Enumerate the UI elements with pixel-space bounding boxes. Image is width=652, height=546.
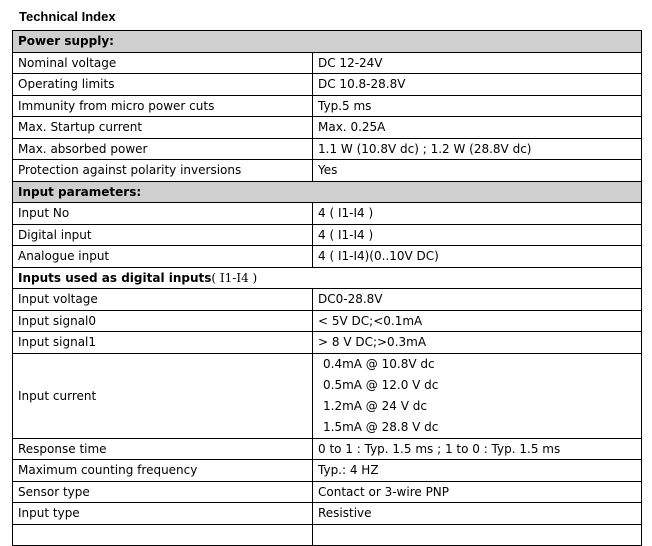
spec-value: DC0-28.8V xyxy=(313,289,642,311)
table-row xyxy=(13,95,642,117)
spec-value: Max. 0.25A xyxy=(313,117,642,139)
table-row xyxy=(13,289,642,311)
table-row xyxy=(13,460,642,482)
technical-index-table xyxy=(12,30,642,546)
spec-label: Immunity from micro power cuts xyxy=(13,95,313,117)
section-title xyxy=(13,267,642,289)
spec-value: 1.1 W (10.8V dc) ; 1.2 W (28.8V dc) xyxy=(313,138,642,160)
spec-label: Operating limits xyxy=(13,74,313,96)
table-row xyxy=(13,481,642,503)
table-row xyxy=(13,246,642,268)
section-digital-inputs xyxy=(13,267,642,289)
spec-label: Maximum counting frequency xyxy=(13,460,313,482)
spec-value: DC 12-24V xyxy=(313,52,642,74)
spec-value: 4 ( I1-I4 ) xyxy=(313,203,642,225)
table-row xyxy=(13,74,642,96)
table-row xyxy=(13,332,642,354)
spec-value: 4 ( I1-I4 ) xyxy=(313,224,642,246)
spec-value: 1.5mA @ 28.8 V dc xyxy=(323,419,439,434)
table-row xyxy=(13,224,642,246)
section-title: Input parameters: xyxy=(13,181,642,203)
spec-value: > 8 V DC;>0.3mA xyxy=(313,332,642,354)
spec-value: 1.2mA @ 24 V dc xyxy=(323,398,427,413)
spec-label: Digital input xyxy=(13,224,313,246)
cut-cell xyxy=(13,524,313,546)
table-row xyxy=(13,353,642,438)
table-row xyxy=(13,310,642,332)
spec-value: DC 10.8-28.8V xyxy=(313,74,642,96)
section-power-supply xyxy=(13,31,642,53)
section-title-bold: Inputs used as digital inputs xyxy=(18,270,212,285)
spec-label: Max. absorbed power xyxy=(13,138,313,160)
spec-label: Input No xyxy=(13,203,313,225)
spec-value: Typ.5 ms xyxy=(313,95,642,117)
spec-label: Input voltage xyxy=(13,289,313,311)
table-row xyxy=(13,117,642,139)
spec-value: 4 ( I1-I4)(0..10V DC) xyxy=(313,246,642,268)
table-row xyxy=(13,503,642,525)
spec-label: Input current xyxy=(13,353,313,438)
spec-label: Analogue input xyxy=(13,246,313,268)
spec-value: Contact or 3-wire PNP xyxy=(313,481,642,503)
table-row xyxy=(13,138,642,160)
spec-value: 0 to 1 : Typ. 1.5 ms ; 1 to 0 : Typ. 1.5 ms xyxy=(313,438,642,460)
spec-value-list xyxy=(313,353,642,438)
spec-value: 0.5mA @ 12.0 V dc xyxy=(323,377,439,392)
page-title: Technical Index xyxy=(19,9,116,24)
spec-value: Typ.: 4 HZ xyxy=(313,460,642,482)
table-row xyxy=(13,203,642,225)
spec-label: Sensor type xyxy=(13,481,313,503)
spec-label: Max. Startup current xyxy=(13,117,313,139)
table-row xyxy=(13,160,642,182)
spec-label: Input type xyxy=(13,503,313,525)
spec-label: Response time xyxy=(13,438,313,460)
cut-cell xyxy=(313,524,642,546)
section-title: Power supply: xyxy=(13,31,642,53)
section-title-range: ( I1-I4 ) xyxy=(211,270,258,285)
spec-value: Yes xyxy=(313,160,642,182)
spec-value: Resistive xyxy=(313,503,642,525)
spec-label: Input signal1 xyxy=(13,332,313,354)
table-row-cut xyxy=(13,524,642,546)
table-row xyxy=(13,52,642,74)
spec-label: Protection against polarity inversions xyxy=(13,160,313,182)
spec-label: Input signal0 xyxy=(13,310,313,332)
table-row xyxy=(13,438,642,460)
spec-value: < 5V DC;<0.1mA xyxy=(313,310,642,332)
section-input-parameters xyxy=(13,181,642,203)
spec-value: 0.4mA @ 10.8V dc xyxy=(323,356,435,371)
spec-label: Nominal voltage xyxy=(13,52,313,74)
